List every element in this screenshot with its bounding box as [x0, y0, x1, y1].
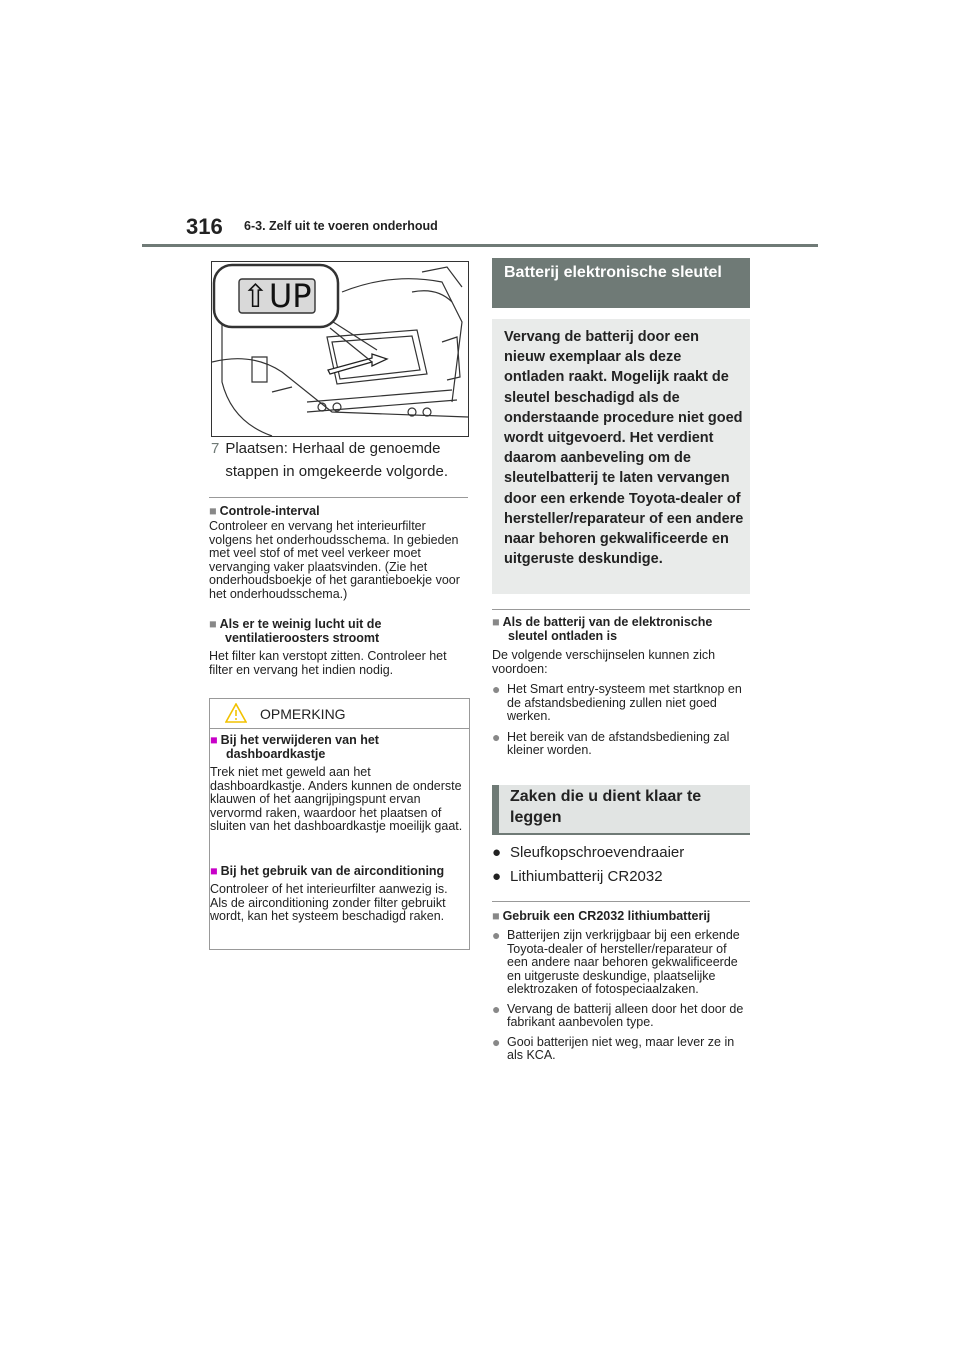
- list-item: ● Sleufkopschroevendraaier: [492, 841, 750, 865]
- square-bullet-icon: ■: [209, 617, 217, 631]
- battery-section-title: Batterij elektronische sleutel: [504, 264, 722, 281]
- bullet-icon: ●: [492, 868, 502, 885]
- circle-bullet-icon: ●: [492, 681, 501, 697]
- battery-section-header: [492, 258, 750, 308]
- ontladen-heading: ■ Als de batterij van de elektronische sleutel ontladen is: [492, 615, 713, 643]
- list-item: ● Batterijen zijn verkrijgbaar bij een erkende Toyota-dealer of hersteller/reparateur of een andere naar behoren gekwalificeerde en uitgeruste deskundige, plaatselijke elektrozaken of fotospeciaalzaken.: [492, 927, 740, 996]
- battery-intro-text: Vervang de batterij door een nieuw exemplaar als deze ontladen raakt. Mogelijk raakt de sleutel beschadigd als de onderstaande procedure niet goed wordt uitgevoerd. Het verdient daarom aanbeveling om de sleutelbatterij te laten vervangen door een erkende Toyota-dealer of hersteller/reparateur of een andere naar behoren gekwalificeerde en uitgeruste deskundige.: [504, 329, 744, 568]
- battery-intro-box: [492, 319, 750, 594]
- circle-bullet-icon: ●: [492, 927, 501, 943]
- controle-text: Controleer en vervang het interieurfilter volgens het onderhoudsschema. In gebieden met veel stof of met veel verkeer moet vervanging vaker plaatsvinden. (Zie het onderhoudsboekje of het garantieboekje voor het onderhoudsschema.): [209, 519, 460, 601]
- controle-heading: ■ Controle-interval: [209, 504, 320, 518]
- notice-box: [209, 698, 470, 950]
- ontladen-text: De volgende verschijnselen kunnen zich voordoen:: [492, 648, 716, 676]
- notice-item-dashboardkastje: [210, 733, 465, 834]
- up-filter-label: ⇧UP: [242, 277, 312, 315]
- notice-title-row: [210, 699, 469, 729]
- page-number: 316: [186, 214, 223, 239]
- ontladen-section: [492, 615, 750, 758]
- list-item: ● Het Smart entry-systeem met startknop en de afstandsbediening zullen niet goed werken.: [492, 681, 742, 723]
- square-bullet-icon: ■: [210, 864, 218, 878]
- list-item: ● Het bereik van de afstandsbediening zal kleiner worden.: [492, 728, 730, 757]
- notice-item1-heading: ■ Bij het verwijderen van het dashboardkastje: [210, 733, 379, 761]
- square-bullet-icon: ■: [209, 504, 217, 518]
- prep-section-title: Zaken die u dient klaar te leggen: [510, 788, 702, 826]
- controle-interval-section: [209, 504, 468, 601]
- square-bullet-icon: ■: [492, 615, 500, 629]
- list-item: ● Vervang de batterij alleen door het door de fabrikant aanbevolen type.: [492, 1000, 744, 1029]
- section-divider: [492, 609, 750, 610]
- circle-bullet-icon: ●: [492, 1000, 501, 1017]
- notice-item-airconditioning: [210, 864, 465, 924]
- list-item: ● Gooi batterijen niet weg, maar lever ze in als KCA.: [492, 1033, 735, 1062]
- notice-item1-text: Trek niet met geweld aan het dashboardkastje. Anders kunnen de onderste klauwen of het aangrijpingspunt ervan vervormd raken, waardoor het plaatsen of sluiten van het dashboardkastje moeilijk gaat.: [210, 765, 463, 833]
- section-divider: [209, 497, 468, 498]
- header-divider: [142, 244, 818, 247]
- weinig-heading: ■ Als er te weinig lucht uit de ventilatieroosters stroomt: [209, 617, 382, 645]
- square-bullet-icon: ■: [492, 909, 500, 923]
- glovebox-illustration: [211, 261, 469, 437]
- prep-section-header: [492, 785, 750, 835]
- notice-item2-text2: Als de airconditioning zonder filter gebruikt wordt, kan het systeem beschadigd raken.: [210, 895, 446, 923]
- list-item: ● Lithiumbatterij CR2032: [492, 865, 750, 889]
- cr2032-section: [492, 909, 750, 1063]
- circle-bullet-icon: ●: [492, 728, 501, 745]
- step-text: Plaatsen: Herhaal de genoemde stappen in omgekeerde volgorde.: [225, 440, 448, 480]
- weinig-lucht-section: [209, 617, 468, 677]
- bullet-icon: ●: [492, 844, 502, 861]
- section-title: 6-3. Zelf uit te voeren onderhoud: [244, 219, 438, 233]
- notice-item2-heading: ■ Bij het gebruik van de airconditioning: [210, 864, 445, 878]
- weinig-text: Het filter kan verstopt zitten. Controleer het filter en vervang het indien nodig.: [209, 649, 447, 677]
- cr2032-heading: ■ Gebruik een CR2032 lithiumbatterij: [492, 909, 711, 923]
- notice-title: OPMERKING: [260, 706, 346, 722]
- section-divider: [492, 901, 750, 902]
- tools-list: [492, 841, 750, 889]
- warning-icon: [225, 703, 247, 723]
- step-7: [211, 437, 467, 483]
- square-bullet-icon: ■: [210, 733, 218, 747]
- circle-bullet-icon: ●: [492, 1033, 501, 1050]
- step-number: 7: [211, 440, 220, 457]
- notice-item2-text1: Controleer of het interieurfilter aanwezig is.: [210, 882, 448, 896]
